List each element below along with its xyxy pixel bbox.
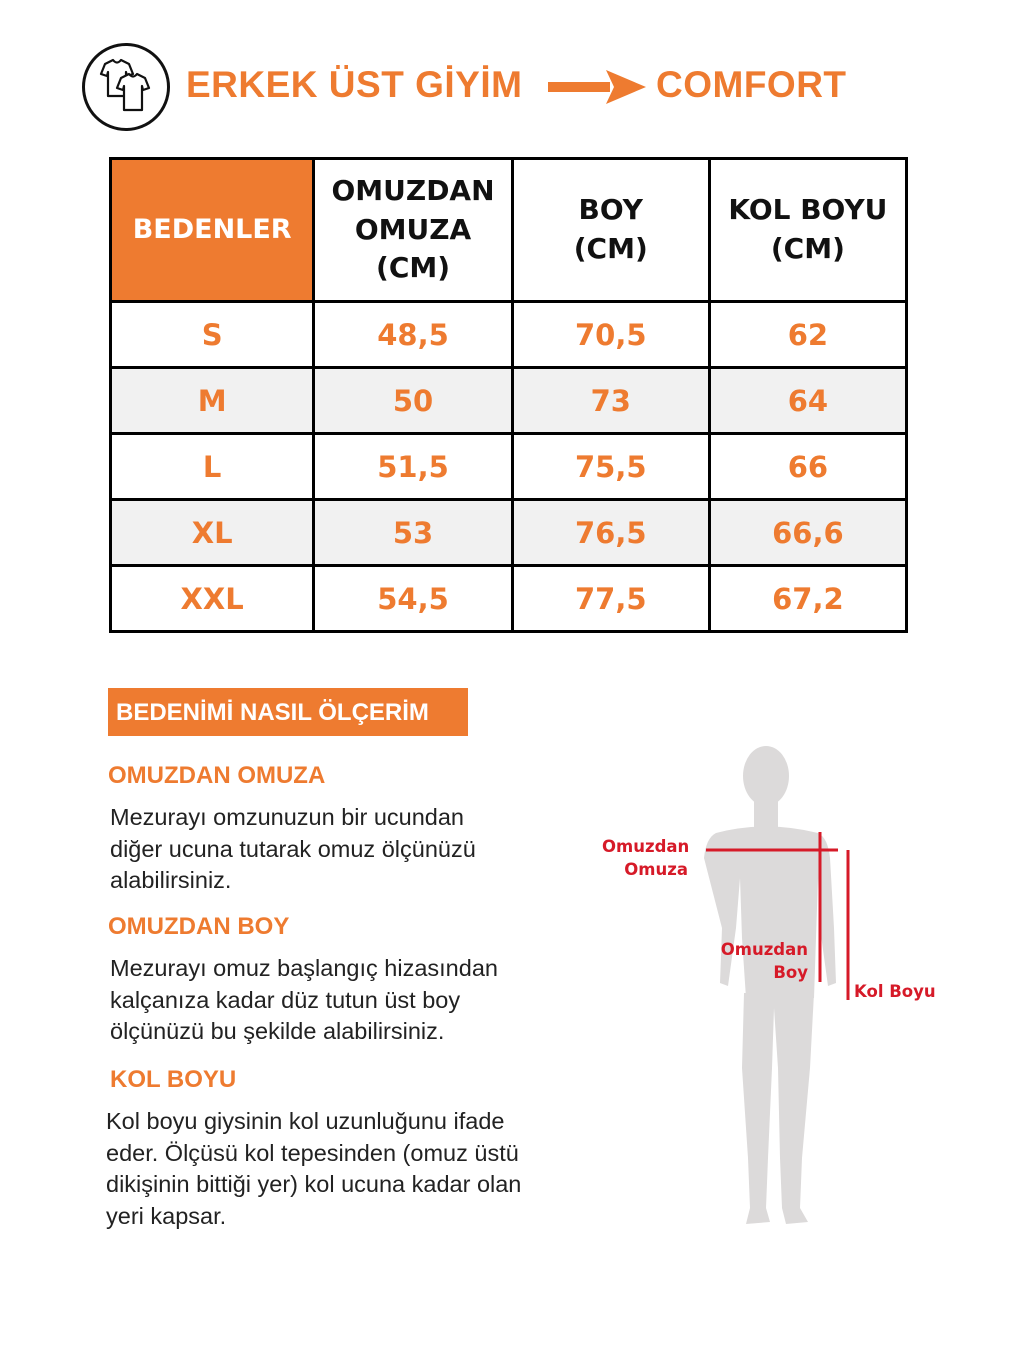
section-body-length [110, 953, 580, 1048]
length-cell: 77,5 [512, 566, 709, 632]
sleeve-cell: 64 [709, 368, 906, 434]
table-row [111, 434, 907, 500]
sleeve-cell: 66,6 [709, 500, 906, 566]
logo [82, 43, 170, 131]
table-row [111, 500, 907, 566]
header-shoulder: OMUZDAN OMUZA (CM) [314, 159, 512, 302]
sleeve-cell: 67,2 [709, 566, 906, 632]
section-heading-shoulder: OMUZDAN OMUZA [108, 762, 326, 789]
label-sleeve: Kol Boyu [854, 982, 936, 1001]
label-line: Omuzdan [602, 837, 690, 856]
size-cell: XL [111, 500, 314, 566]
body-line: Kol boyu giysinin kol uzunluğunu ifade [106, 1108, 505, 1134]
shoulder-cell: 48,5 [314, 302, 512, 368]
shoulder-cell: 54,5 [314, 566, 512, 632]
body-line: Mezurayı omzunuzun bir ucundan [110, 804, 465, 830]
shoulder-cell: 53 [314, 500, 512, 566]
size-cell: XXL [111, 566, 314, 632]
table-header-row [111, 159, 907, 302]
table-row [111, 302, 907, 368]
length-cell: 70,5 [512, 302, 709, 368]
label-length [720, 938, 808, 984]
section-heading-length: OMUZDAN BOY [108, 913, 290, 940]
section-heading-sleeve: KOL BOYU [110, 1066, 237, 1093]
header-sleeve: KOL BOYU (CM) [709, 159, 906, 302]
body-line: diğer ucuna tutarak omuz ölçünüzü [110, 835, 476, 862]
length-cell: 73 [512, 368, 709, 434]
header-sizes: BEDENLER [111, 159, 314, 302]
section-body-shoulder [110, 802, 580, 897]
body-line: eder. Ölçüsü kol tepesinden (omuz üstü [106, 1139, 519, 1166]
label-line: Boy [773, 963, 808, 982]
label-shoulder [602, 835, 688, 881]
header-title: ERKEK ÜST GİYİM [186, 64, 523, 105]
size-cell: S [111, 302, 314, 368]
size-cell: L [111, 434, 314, 500]
size-cell: M [111, 368, 314, 434]
guide-title: BEDENİMİ NASIL ÖLÇERİM [108, 688, 468, 736]
header-length: BOY (CM) [512, 159, 709, 302]
shoulder-cell: 50 [314, 368, 512, 434]
body-line: ölçünüzü bu şekilde alabilirsiniz. [110, 1018, 445, 1044]
size-table [109, 157, 908, 633]
sleeve-cell: 66 [709, 434, 906, 500]
label-line: Omuza [624, 860, 688, 879]
arrow-right-icon [548, 68, 648, 108]
fit-label: COMFORT [656, 64, 847, 105]
body-line: kalçanıza kadar düz tutun üst boy [110, 986, 461, 1013]
section-body-sleeve [106, 1106, 576, 1232]
body-line: alabilirsiniz. [110, 867, 232, 893]
label-line: Omuzdan [720, 940, 808, 959]
table-row [111, 368, 907, 434]
body-line: Mezurayı omuz başlangıç hizasından [110, 955, 498, 981]
table-row [111, 566, 907, 632]
tshirts-icon [91, 56, 163, 116]
body-line: yeri kapsar. [106, 1202, 227, 1229]
sleeve-cell: 62 [709, 302, 906, 368]
length-cell: 76,5 [512, 500, 709, 566]
length-cell: 75,5 [512, 434, 709, 500]
shoulder-cell: 51,5 [314, 434, 512, 500]
body-line: dikişinin bittiği yer) kol ucuna kadar olan [106, 1171, 522, 1197]
